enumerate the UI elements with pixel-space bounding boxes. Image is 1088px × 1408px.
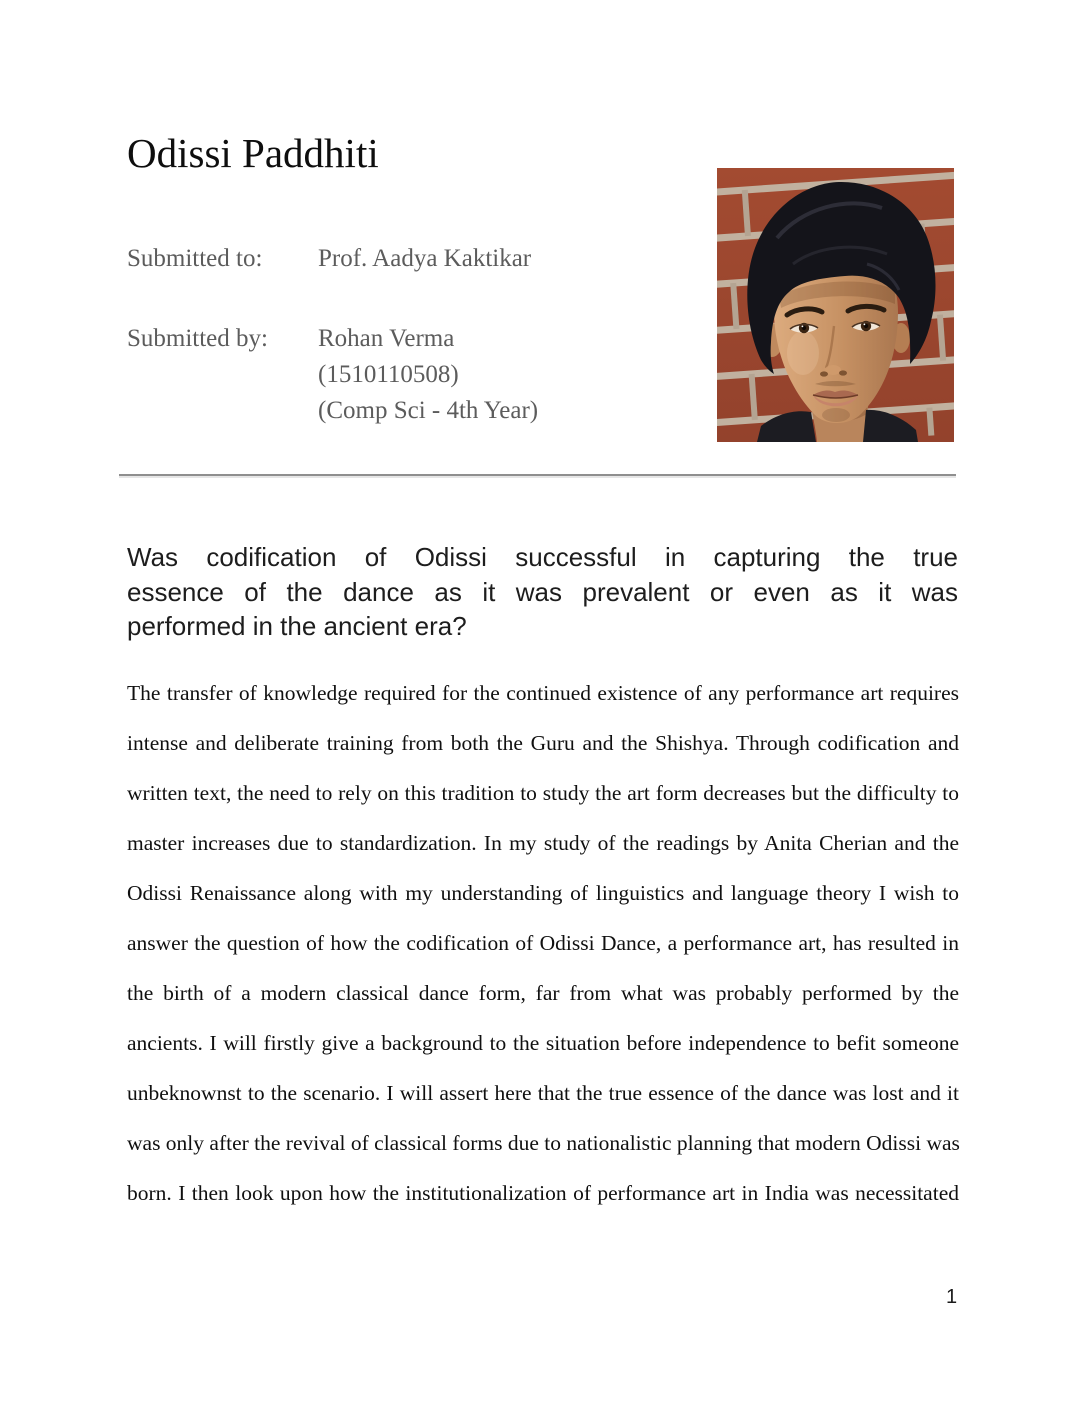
question-line: Was codification of Odissi successful in capturing the true — [127, 542, 958, 572]
submitted-by-name: Rohan Verma — [318, 325, 455, 352]
question-line: performed in the ancient era? — [127, 611, 467, 641]
essay-line: written text, the need to rely on this tradition to study the art form decreases but the difficulty to — [127, 781, 959, 805]
page-title: Odissi Paddhiti — [127, 130, 379, 176]
question-heading — [127, 540, 958, 644]
essay-line: answer the question of how the codification of Odissi Dance, a performance art, has resulted in — [127, 931, 959, 955]
page-number: 1 — [946, 1286, 958, 1308]
submitted-by-program: (Comp Sci - 4th Year) — [318, 397, 539, 424]
horizontal-rule — [119, 474, 956, 478]
essay-line: ancients. I will firstly give a background to the situation before independence to befit someone — [127, 1031, 959, 1055]
question-line: essence of the dance as it was prevalent or even as it was — [127, 576, 958, 607]
essay-line: Odissi Renaissance along with my understanding of linguistics and language theory I wish to — [127, 881, 959, 905]
submitted-to-label: Submitted to: — [127, 245, 263, 272]
essay-line: master increases due to standardization. In my study of the readings by Anita Cherian and the — [127, 831, 959, 855]
essay-line: the birth of a modern classical dance form, far from what was probably performed by the — [127, 981, 959, 1005]
essay-line: intense and deliberate training from both the Guru and the Shishya. Through codification and — [127, 731, 959, 755]
essay-line: born. I then look upon how the institutionalization of performance art in India was necessitated — [127, 1181, 959, 1205]
submitted-by-id: (1510110508) — [318, 361, 459, 388]
essay-line: was only after the revival of classical forms due to nationalistic planning that modern Odissi was — [127, 1131, 960, 1155]
essay-line: unbeknownst to the scenario. I will assert here that the true essence of the dance was lost and it — [127, 1081, 959, 1105]
essay-line: The transfer of knowledge required for the continued existence of any performance art requires — [127, 681, 959, 705]
submitted-by-label: Submitted by: — [127, 325, 268, 352]
student-photo — [717, 168, 954, 442]
submitted-to-value: Prof. Aadya Kaktikar — [318, 245, 532, 272]
essay-paragraph — [127, 668, 959, 1218]
